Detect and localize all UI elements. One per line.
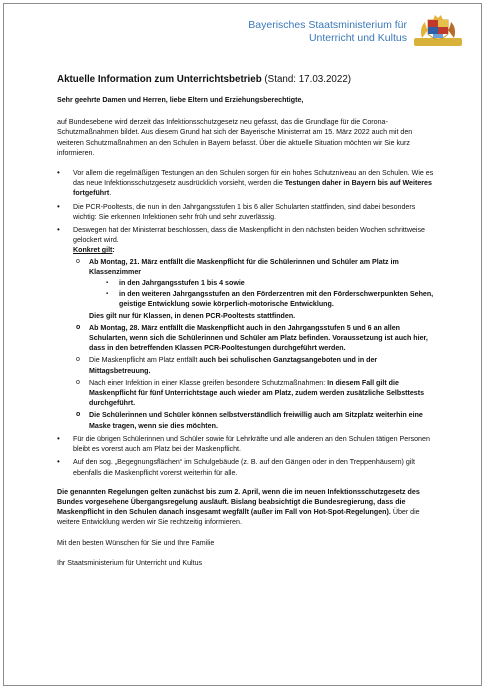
- intro-paragraph: auf Bundesebene wird derzeit das Infektionsschutzgesetz neu gefasst, das die Grundlage für die Corona-Schutzmaßnahmen bildet. Aus diesem Grund hat sich der Bayerische Ministerrat am 15. März 2022 auch mit den weiteren Schutzmaßnahmen an den Schulen in Bayern befasst. Über die aktuelle Situation möchten wir Sie kurz informieren.: [57, 118, 413, 157]
- bullet-mask-relaxation-text: Deswegen hat der Ministerrat beschlossen, dass die Maskenpflicht in den nächsten beiden Wochen schrittweise gelockert wird.: [73, 226, 425, 245]
- sub-bullet-ganztag-bold: auch bei schulischen Ganztagsangeboten und in der Mittagsbetreuung.: [89, 356, 378, 375]
- conclusion-normal: Über die weitere Entwicklung werden wir Sie rechtzeitig informieren.: [57, 508, 420, 527]
- sub-bullet-21-march-text: Ab Montag, 21. März entfällt die Maskenpflicht für die Schülerinnen und Schüler am Platz im Klassenzimmer: [89, 257, 399, 276]
- sub-bullet-infection-text: Nach einer Infektion in einer Klasse greifen besondere Schutzmaßnahmen:: [89, 378, 328, 387]
- bullet-common-areas: • Auf den sog. „Begegnungsflächen“ im Schulgebäude (z. B. auf den Gängen oder in den Treppenhäusern) gilt ebenfalls die Maskenpflicht vorerst weiterhin für alle.: [57, 457, 437, 477]
- status-date: (Stand: 17.03.2022): [264, 74, 352, 85]
- sub-bullet-list: [73, 257, 437, 431]
- grade-item-foerderzentren: ▪ in den weiteren Jahrgangsstufen an den Förderzentren mit den Förderschwerpunkten Sehen, geistige Entwicklung sowie körperlich-motorische Entwicklung.: [89, 289, 437, 309]
- conclusion-paragraph: [57, 487, 437, 528]
- ministry-header: [248, 19, 407, 45]
- document-body: [57, 74, 437, 578]
- sub-bullet-ganztag: [73, 355, 437, 375]
- grade-list: [89, 278, 437, 310]
- konkret-colon: :: [112, 246, 115, 255]
- conclusion-bold: Die genannten Regelungen gelten zunächst bis zum 2. April, wenn die im neuen Infektionsschutzgesetz des Bundes vorgesehene Übergangsregelung ausläuft. Bislang beabsichtigt die Bundesregierung, dass die Maskenpflicht in den Schulen danach insgesamt wegfällt (außer im Fall von Hot-Spot-Regelungen).: [57, 487, 420, 517]
- main-bullet-list: [57, 168, 437, 478]
- konkret-heading: Konkret gilt: [73, 246, 113, 255]
- bullet-testing: [57, 168, 437, 199]
- closing-line: Mit den besten Wünschen für Sie und Ihre Familie: [57, 538, 215, 547]
- bavarian-coat-of-arms-logo: [413, 14, 463, 48]
- bullet-other-persons: • Für die übrigen Schülerinnen und Schüler sowie für Lehrkräfte und alle anderen an den Schulen tätigen Personen bleibt es vorerst auch am Platz bei der Maskenpflicht.: [57, 434, 437, 454]
- ministry-line-2: Unterricht und Kultus: [308, 32, 407, 44]
- sub-bullet-infection: [73, 378, 437, 409]
- bullet-testing-text: Vor allem die regelmäßigen Testungen an den Schulen sorgen für ein hohes Schutzniveau an den Schulen. Wie es das neue Infektionsschutzgesetz ausdrücklich vorsieht, werden die: [73, 169, 434, 188]
- sub-bullet-28-march: o Ab Montag, 28. März entfällt die Maskenpflicht auch in den Jahrgangsstufen 5 und 6 an allen Schularten, wenn sich die Schülerinnen und Schüler am Platz befinden. Voraussetzung ist auch hier, dass in den betreffenden Klassen PCR-Pooltestungen durchgeführt werden.: [73, 323, 437, 354]
- bullet-testing-bold: Testungen daher in Bayern bis auf Weiteres fortgeführt: [73, 179, 432, 198]
- title-text: Aktuelle Information zum Unterrichtsbetrieb: [57, 74, 262, 85]
- ministry-line-1: Bayerisches Staatsministerium für: [248, 19, 407, 31]
- grade-item-1-4: ▪ in den Jahrgangsstufen 1 bis 4 sowie: [89, 278, 437, 288]
- sub-bullet-infection-bold: In diesem Fall gilt die Maskenpflicht für fünf Unterrichtstage auch wieder am Platz, zudem werden zusätzliche Selbsttests durchgeführt.: [89, 378, 425, 408]
- sub-bullet-21-march: [73, 257, 437, 321]
- sub-bullet-voluntary-mask: o Die Schülerinnen und Schüler können selbstverständlich freiwillig auch am Sitzplatz weiterhin eine Maske tragen, wenn sie dies möchten.: [73, 410, 437, 430]
- document-page: [3, 3, 482, 686]
- bullet-pcr-pooltests: • Die PCR-Pooltests, die nun in den Jahrgangsstufen 1 bis 6 aller Schularten stattfinden, sind dabei besonders wichtig: Sie erkennen Infektionen sehr früh und sehr zuverlässig.: [57, 202, 437, 222]
- salutation: Sehr geehrte Damen und Herren, liebe Eltern und Erziehungsberechtigte,: [57, 96, 304, 104]
- bullet-mask-relaxation: [57, 225, 437, 431]
- sub-bullet-21-march-tail: Dies gilt nur für Klassen, in denen PCR-Pooltests stattfinden.: [89, 311, 296, 320]
- document-title: [57, 74, 437, 86]
- bullet-testing-end: .: [109, 189, 112, 198]
- signature-line: Ihr Staatsministerium für Unterricht und Kultus: [57, 558, 203, 567]
- sub-bullet-ganztag-text: Die Maskenpflicht am Platz entfällt: [89, 356, 200, 365]
